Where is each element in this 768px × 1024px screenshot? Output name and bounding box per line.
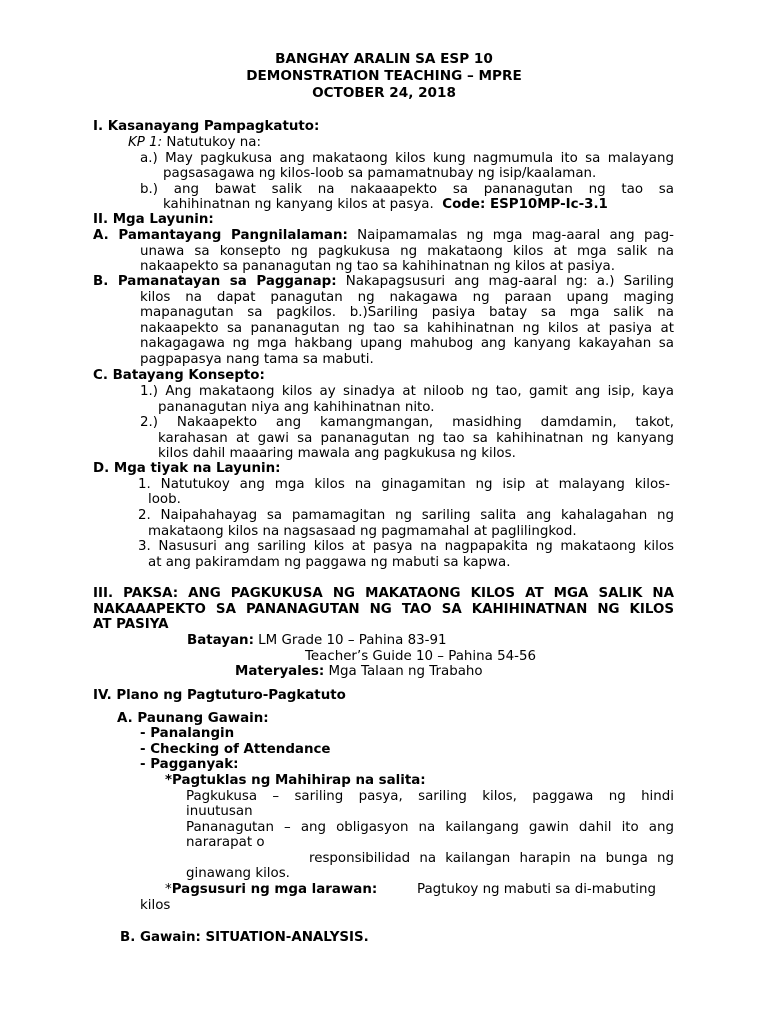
def-pananagutan-line1: Pananagutan – ang obligasyon na kailangang gawin dahil ito ang (186, 820, 674, 835)
s2-B-line4: nakaapekto sa pananagutan ng tao sa kahihinatnan ng kilos at pasiya at (140, 321, 674, 336)
pagsusuri-text: Pagtukoy ng mabuti sa di-mabuting (417, 882, 656, 897)
s2-C2-line3: kilos dahil maaaring mawala ang pagkukusa ng kilos. (158, 446, 516, 461)
s4-A-heading: A. Paunang Gawain: (117, 711, 269, 726)
s1-b-line2-text: kahihinatnan ng kanyang kilos at pasya. (163, 197, 434, 212)
def-pagkukusa-line1: Pagkukusa – sariling pasya, sariling kilos, paggawa ng hindi (186, 789, 674, 804)
def-pananagutan-line4: ginawang kilos. (186, 866, 290, 881)
s2-C1-line1: 1.) Ang makataong kilos ay sinadya at niloob ng tao, gamit ang isip, kaya (140, 384, 674, 399)
batayan-value: LM Grade 10 – Pahina 83-91 (253, 633, 447, 648)
s2-D-heading: D. Mga tiyak na Layunin: (93, 461, 281, 476)
s2-B-line3: mapanagutan sa pagkilos. b.)Sariling pasiya batay sa mga salik na (140, 305, 674, 320)
s1-b-line2 (163, 197, 608, 213)
s2-D1-line1: 1. Natutukoy ang mga kilos na ginagamitan ng isip at malayang kilos- (138, 477, 670, 492)
def-pananagutan-line2: nararapat o (186, 835, 265, 850)
section-3-line1: III. PAKSA: ANG PAGKUKUSA NG MAKATAONG KILOS AT MGA SALIK NA (93, 586, 674, 601)
document-title: BANGHAY ARALIN SA ESP 10 (275, 51, 493, 67)
s4-B-heading: B. Gawain: SITUATION-ANALYSIS. (120, 930, 369, 945)
s2-A-line3: nakaapekto sa pananagutan ng tao sa kahihinatnan ng kilos at pasiya. (140, 259, 616, 274)
kp-label: KP 1: (128, 135, 163, 150)
s2-D3-line2: at ang pakiramdam ng paggawa ng mabuti sa kapwa. (148, 555, 511, 570)
s2-B-line6: pagpapasya nang tama sa mabuti. (140, 352, 374, 367)
section-2-heading: II. Mga Layunin: (93, 212, 214, 227)
s2-B-line2: kilos na dapat panagutan ng nakagawa ng paraan upang maging (140, 290, 674, 305)
pagtuklas-heading: *Pagtuklas ng Mahihirap na salita: (165, 773, 426, 788)
s2-A-heading: A. Pamantayang Pangnilalaman: (93, 228, 348, 243)
s2-C-heading: C. Batayang Konsepto: (93, 368, 265, 383)
def-pagkukusa-line2: inuutusan (186, 804, 253, 819)
section-3-line3: AT PASIYA (93, 617, 169, 632)
s2-A-line1: A. Pamantayang Pangnilalaman: Naipamamalas ng mga mag-aaral ang pag- (93, 228, 674, 243)
document-subtitle: DEMONSTRATION TEACHING – MPRE (246, 68, 522, 84)
s2-D2-line1: 2. Naipahahayag sa pamamagitan ng sariling salita ang kahalagahan ng (138, 508, 674, 523)
section-3-line2: NAKAAAPEKTO SA PANANAGUTAN NG TAO SA KAHIHINATNAN NG KILOS (93, 602, 674, 617)
s2-C2-line2: karahasan at gawi sa pananagutan ng tao sa kahihinatnan ng kanyang (158, 431, 674, 446)
s2-B-line5: nakagagawa ng mga hakbang upang mahubog ang kanyang kakayahan sa (140, 336, 674, 351)
s2-B-line1: B. Pamanatayan sa Pagganap: Nakapagsusuri ang mag-aaral ng: a.) Sariling (93, 274, 674, 289)
s2-C2-line1: 2.) Nakaapekto ang kamangmangan, masidhing damdamin, takot, (140, 415, 674, 430)
s1-a-line1: a.) May pagkukusa ang makataong kilos kung nagmumula ito sa malayang (140, 151, 674, 166)
s2-B-heading: B. Pamanatayan sa Pagganap: (93, 274, 337, 289)
materyales-line (235, 664, 483, 680)
kp-text: Natutukoy na: (162, 135, 261, 150)
s2-D2-line2: makataong kilos na nagsasaad ng pagmamahal at paglilingkod. (148, 524, 577, 539)
document-date: OCTOBER 24, 2018 (312, 85, 456, 101)
s4-item-attendance: - Checking of Attendance (140, 742, 331, 757)
materyales-value: Mga Talaan ng Trabaho (324, 664, 483, 679)
s1-a-line2: pagsasagawa ng kilos-loob sa pamamatnubay ng isip/kaalaman. (163, 166, 597, 181)
pagsusuri-label: Pagsusuri ng mga larawan: (171, 882, 378, 897)
pagsusuri-line: *Pagsusuri ng mga larawan: (165, 882, 378, 897)
teachers-guide-line: Teacher’s Guide 10 – Pahina 54-56 (305, 649, 536, 664)
s4-item-panalangin: - Panalangin (140, 726, 235, 741)
s2-C1-line2: pananagutan niya ang kahihinatnan nito. (158, 400, 435, 415)
section-1-heading: I. Kasanayang Pampagkatuto: (93, 119, 320, 134)
batayan-line (187, 633, 447, 649)
kp-line (128, 135, 261, 151)
competency-code: Code: ESP10MP-Ic-3.1 (442, 197, 608, 212)
section-4-heading: IV. Plano ng Pagtuturo-Pagkatuto (93, 688, 346, 703)
s4-item-pagganyak: - Pagganyak: (140, 757, 239, 772)
pagsusuri-cont: kilos (140, 898, 171, 913)
s2-D3-line1: 3. Nasusuri ang sariling kilos at pasya na nagpapakita ng makataong kilos (138, 539, 674, 554)
batayan-label: Batayan: (187, 633, 254, 648)
def-pananagutan-line3: responsibilidad na kailangan harapin na bunga ng (309, 851, 674, 866)
s1-b-line1: b.) ang bawat salik na nakaaapekto sa pananagutan ng tao sa (140, 182, 674, 197)
s2-A-line2: unawa sa konsepto ng pagkukusa ng makataong kilos at mga salik na (140, 244, 674, 259)
s2-D1-line2: loob. (148, 492, 181, 507)
materyales-label: Materyales: (235, 664, 325, 679)
